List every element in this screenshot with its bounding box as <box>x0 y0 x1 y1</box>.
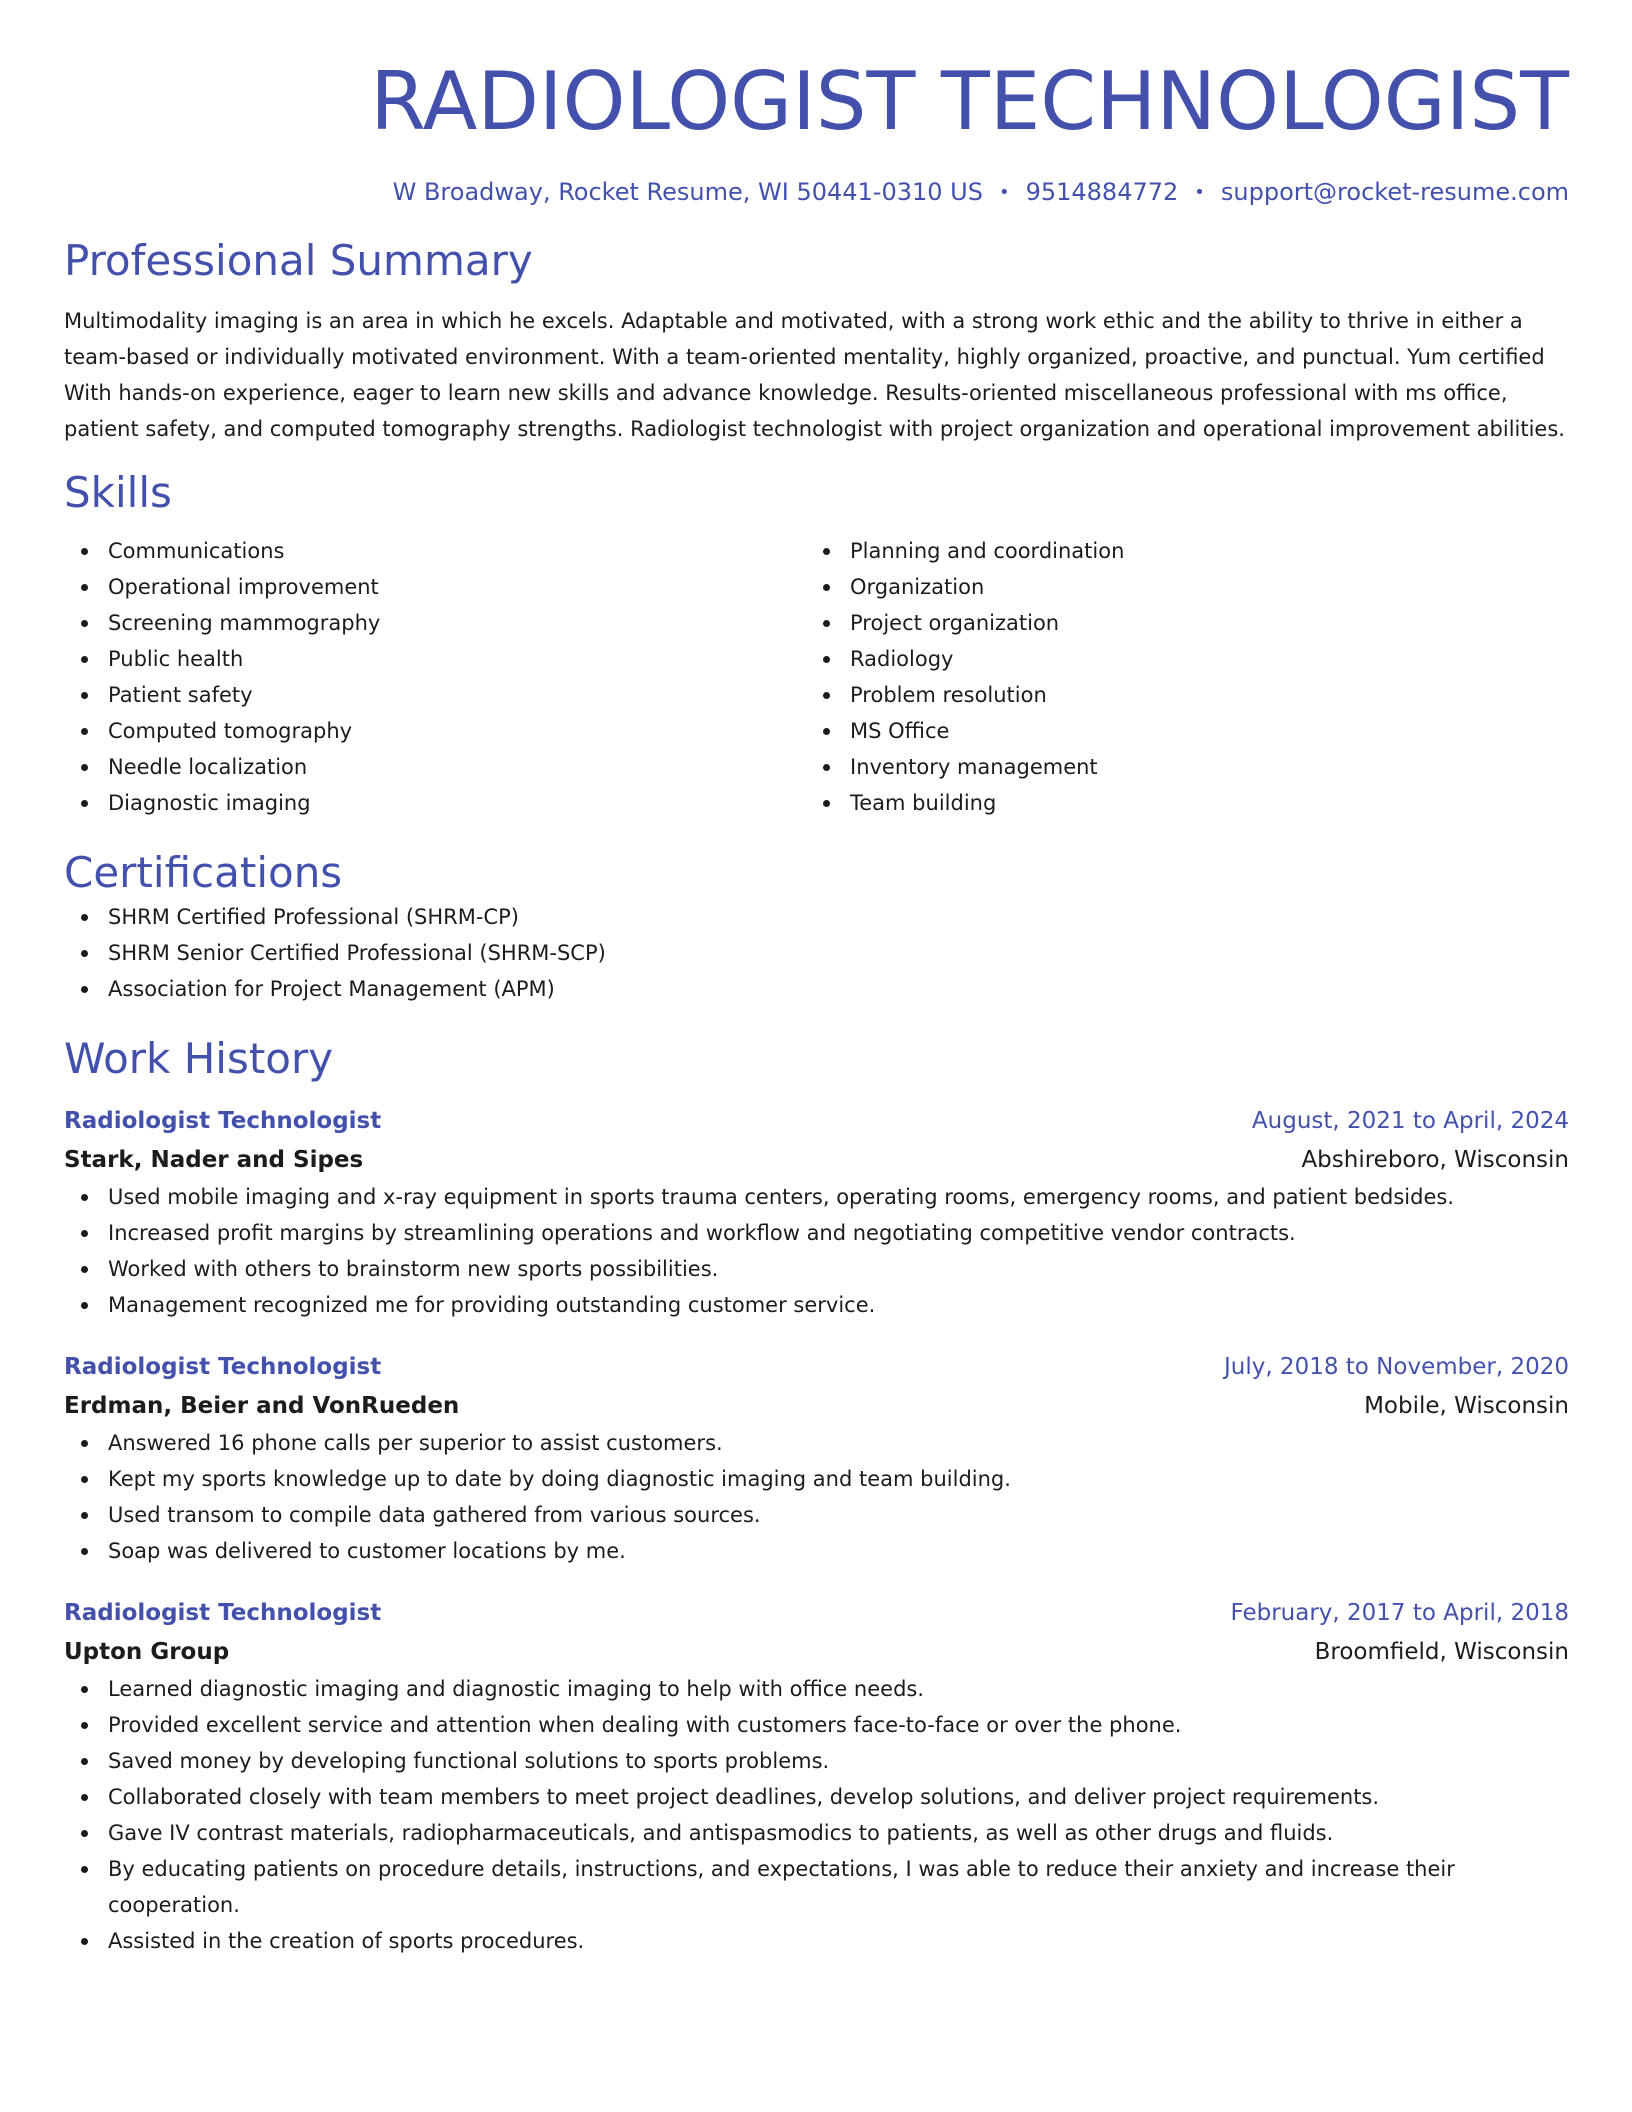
job-title: Radiologist Technologist <box>64 1354 382 1380</box>
summary-text: Multimodality imaging is an area in which he excels. Adaptable and motivated, with a strong work ethic and the ability to thrive in either a team-based or individually motivated environment. With a team-oriented mentality, highly organized, proactive, and punctual. Yum certified With hands-on experience, eager to learn new skills and advance knowledge. Results-oriented miscellaneous professional with ms office, patient safety, and computed tomography strengths. Radiologist technologist with project organization and operational improvement abilities. <box>64 309 1565 441</box>
job-duty: Soap was delivered to customer locations by me. <box>64 1533 1569 1569</box>
skill-item: Patient safety <box>64 677 806 713</box>
job-location: Broomfield, Wisconsin <box>1314 1639 1569 1665</box>
skill-item: Planning and coordination <box>806 533 1548 569</box>
job-entry <box>64 1347 1569 1569</box>
job-header-row <box>64 1347 1569 1387</box>
job-duty: Collaborated closely with team members to meet project deadlines, develop solutions, and deliver project requirements. <box>64 1779 1569 1815</box>
skill-item: Operational improvement <box>64 569 806 605</box>
job-header-row <box>64 1101 1569 1141</box>
job-duties-list <box>64 1179 1569 1323</box>
job-employer-row <box>64 1633 1569 1671</box>
job-entry <box>64 1593 1569 1959</box>
contact-email[interactable]: support@rocket-resume.com <box>1220 178 1569 206</box>
job-location: Mobile, Wisconsin <box>1364 1393 1569 1419</box>
resume-page <box>64 0 1569 1959</box>
contact-separator: • <box>1194 182 1205 203</box>
skill-item: Radiology <box>806 641 1548 677</box>
skill-item: Public health <box>64 641 806 677</box>
job-duty: Assisted in the creation of sports procedures. <box>64 1923 1569 1959</box>
skill-item: Project organization <box>806 605 1548 641</box>
job-duty: Management recognized me for providing outstanding customer service. <box>64 1287 1569 1323</box>
certification-item: Association for Project Management (APM) <box>64 971 1569 1007</box>
skills-list-right <box>806 533 1548 821</box>
job-title: Radiologist Technologist <box>64 1108 382 1134</box>
certification-item: SHRM Senior Certified Professional (SHRM-SCP) <box>64 935 1569 971</box>
contact-separator: • <box>998 182 1010 203</box>
resume-name: RADIOLOGIST TECHNOLOGIST <box>370 55 1569 148</box>
skill-item: Communications <box>64 533 806 569</box>
skill-item: MS Office <box>806 713 1548 749</box>
certification-item: SHRM Certified Professional (SHRM-CP) <box>64 899 1569 935</box>
skill-item: Needle localization <box>64 749 806 785</box>
job-duty: Used transom to compile data gathered from various sources. <box>64 1497 1569 1533</box>
skill-item: Inventory management <box>806 749 1548 785</box>
skill-item: Problem resolution <box>806 677 1548 713</box>
certifications-list <box>64 899 1569 1007</box>
job-employer-row <box>64 1141 1569 1179</box>
certifications-heading: Certifications <box>64 848 343 897</box>
work-history-heading: Work History <box>64 1034 334 1083</box>
job-company: Erdman, Beier and VonRueden <box>64 1393 460 1419</box>
skills-columns <box>64 533 1569 821</box>
contact-address: W Broadway, Rocket Resume, WI 50441-0310 US <box>392 178 983 206</box>
job-employer-row <box>64 1387 1569 1425</box>
job-company: Upton Group <box>64 1639 230 1665</box>
contact-line <box>64 176 1569 209</box>
job-duty: Increased profit margins by streamlining operations and workflow and negotiating competitive vendor contracts. <box>64 1215 1569 1251</box>
job-duty: Provided excellent service and attention when dealing with customers face-to-face or over the phone. <box>64 1707 1569 1743</box>
skill-item: Computed tomography <box>64 713 806 749</box>
skill-item: Organization <box>806 569 1548 605</box>
skill-item: Diagnostic imaging <box>64 785 806 821</box>
job-duty: Kept my sports knowledge up to date by doing diagnostic imaging and team building. <box>64 1461 1569 1497</box>
contact-phone: 9514884772 <box>1025 178 1179 206</box>
skills-list-left <box>64 533 806 821</box>
job-duty: Saved money by developing functional solutions to sports problems. <box>64 1743 1569 1779</box>
summary-heading: Professional Summary <box>64 236 533 285</box>
job-duty: Gave IV contrast materials, radiopharmaceuticals, and antispasmodics to patients, as well as other drugs and fluids. <box>64 1815 1569 1851</box>
job-duty: Worked with others to brainstorm new sports possibilities. <box>64 1251 1569 1287</box>
job-duty: Used mobile imaging and x-ray equipment in sports trauma centers, operating rooms, emergency rooms, and patient bedsides. <box>64 1179 1569 1215</box>
job-duties-list <box>64 1671 1569 1959</box>
skill-item: Screening mammography <box>64 605 806 641</box>
job-dates: February, 2017 to April, 2018 <box>1230 1600 1569 1626</box>
job-duty: By educating patients on procedure details, instructions, and expectations, I was able to reduce their anxiety and increase their cooperation. <box>64 1851 1569 1923</box>
skill-item: Team building <box>806 785 1548 821</box>
job-header-row <box>64 1593 1569 1633</box>
skills-heading: Skills <box>64 468 172 517</box>
job-entry <box>64 1101 1569 1323</box>
job-title: Radiologist Technologist <box>64 1600 382 1626</box>
job-duty: Answered 16 phone calls per superior to assist customers. <box>64 1425 1569 1461</box>
job-location: Abshireboro, Wisconsin <box>1301 1147 1569 1173</box>
job-duty: Learned diagnostic imaging and diagnostic imaging to help with office needs. <box>64 1671 1569 1707</box>
job-dates: August, 2021 to April, 2024 <box>1251 1108 1569 1134</box>
job-company: Stark, Nader and Sipes <box>64 1147 364 1173</box>
job-duties-list <box>64 1425 1569 1569</box>
job-dates: July, 2018 to November, 2020 <box>1223 1354 1569 1380</box>
